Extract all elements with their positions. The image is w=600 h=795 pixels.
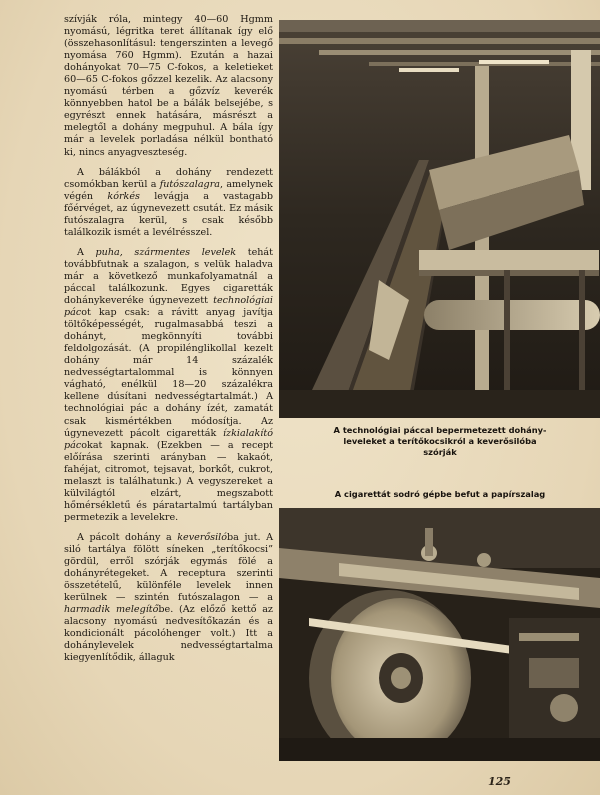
text-run: okat kapnak. (Ezekben — a recept előírása szerinti arányban — kakaót, fahéjat, citromot, tejsavat, borkőt, cukrot, melaszt is találhatunk.) A vegyszereket a külvilágtól elzárt, megszabott hőmérsékletű és páratartalmú tartályban permetezik a levelekre.	[64, 439, 273, 523]
emphasized-term: puha, szármentes levelek	[95, 246, 237, 258]
emphasized-term: ízkialakító pác	[64, 427, 273, 451]
text-run: A bálákból a dohány rendezett csomókban kerül a	[64, 166, 273, 190]
text-run: szívják róla, mintegy 40—60 Hgmm nyomású, légritka teret állítanak így elő (összehasonlításul: tengerszinten a levegő nyomása 760 Hgmm). Ezután a hazai dohányokat 70—75 C-fokos, a keletieket 60—65 C-fokos gőzzel kezelik. Az alacsony nyomású térben a gőzvíz keverék könnyebben hatol be a bálák belsejébe, s egyrészt ennek hatására, másrészt a melegtől a dohány megpuhul. A bála így már a levelek porladása nélkül bontható ki, nincs anyagveszteség.	[64, 14, 273, 158]
article-paragraph	[64, 167, 273, 239]
bottom-photo-caption: A cigarettát sodró gépbe befut a papírszalag	[334, 489, 546, 499]
emphasized-term: technológiai pác	[64, 295, 273, 319]
cigarette-machine-photo	[279, 508, 600, 761]
text-run: , amelynek végén	[64, 178, 273, 202]
top-photo-caption	[282, 425, 598, 458]
factory-conveyor-photo	[279, 20, 600, 418]
text-run: tehát továbbfutnak a szalagon, s velük haladva már a következő munkafolyamatnál a páccal találkozunk. Egyes cigaretták dohánykeveréke úgynevezett	[64, 246, 273, 307]
caption-line: A technológiai páccal bepermetezett dohány-	[333, 425, 547, 435]
emphasized-term: kórkés	[107, 190, 140, 202]
text-run: ot kap csak: a rávitt anyag javítja töltőképességét, rugalmasabbá teszi a dohányt, megkönnyíti további feldolgozását. (A propilénglikollal kezelt dohány már 14 százalék nedvességtartalommal is könnyen vágható, enélkül 18—20 százalékra kellene dúsítani nedvességtartalmát.) A technológiai pác a dohány ízét, zamatát csak kismértékben módosítja. Az úgynevezett pácolt cigaretták	[64, 307, 273, 439]
text-run: be. (Az előző kettő az alacsony nyomású nedvesítőkazán és a kondicionált pácolóhenger volt.) Itt a dohánylevelek nedvességtartalma kiegyenlítődik, állaguk	[64, 604, 273, 664]
emphasized-term: harmadik melegítő	[64, 604, 159, 616]
article-paragraph	[64, 532, 273, 665]
caption-line: szórják	[423, 447, 457, 457]
article-paragraph	[64, 247, 273, 524]
caption-line: leveleket a terítőkocsikról a keverősilóba	[343, 436, 537, 446]
emphasized-term: keverősiló	[177, 531, 228, 543]
text-run: ba jut. A siló tartálya fölött síneken „terítőkocsi” gördül, erről szórják egymás fölé a dohányrétegeket. A receptura szerinti összetételű, különféle levelek innen kerülnek — szintén futószalagon — a	[64, 531, 273, 604]
text-run: A pácolt dohány a	[77, 531, 178, 543]
text-run: levágja a vastagabb főérvéget, az úgynevezett csutát. Ez másik futószalagra kerül, s csak később találkozik ismét a levélrésszel.	[64, 190, 273, 238]
article-paragraph	[64, 14, 273, 159]
page-number: 125	[488, 775, 511, 788]
emphasized-term: futószalagra	[159, 178, 220, 190]
text-run: A	[77, 246, 96, 258]
article-text-column	[64, 14, 273, 672]
